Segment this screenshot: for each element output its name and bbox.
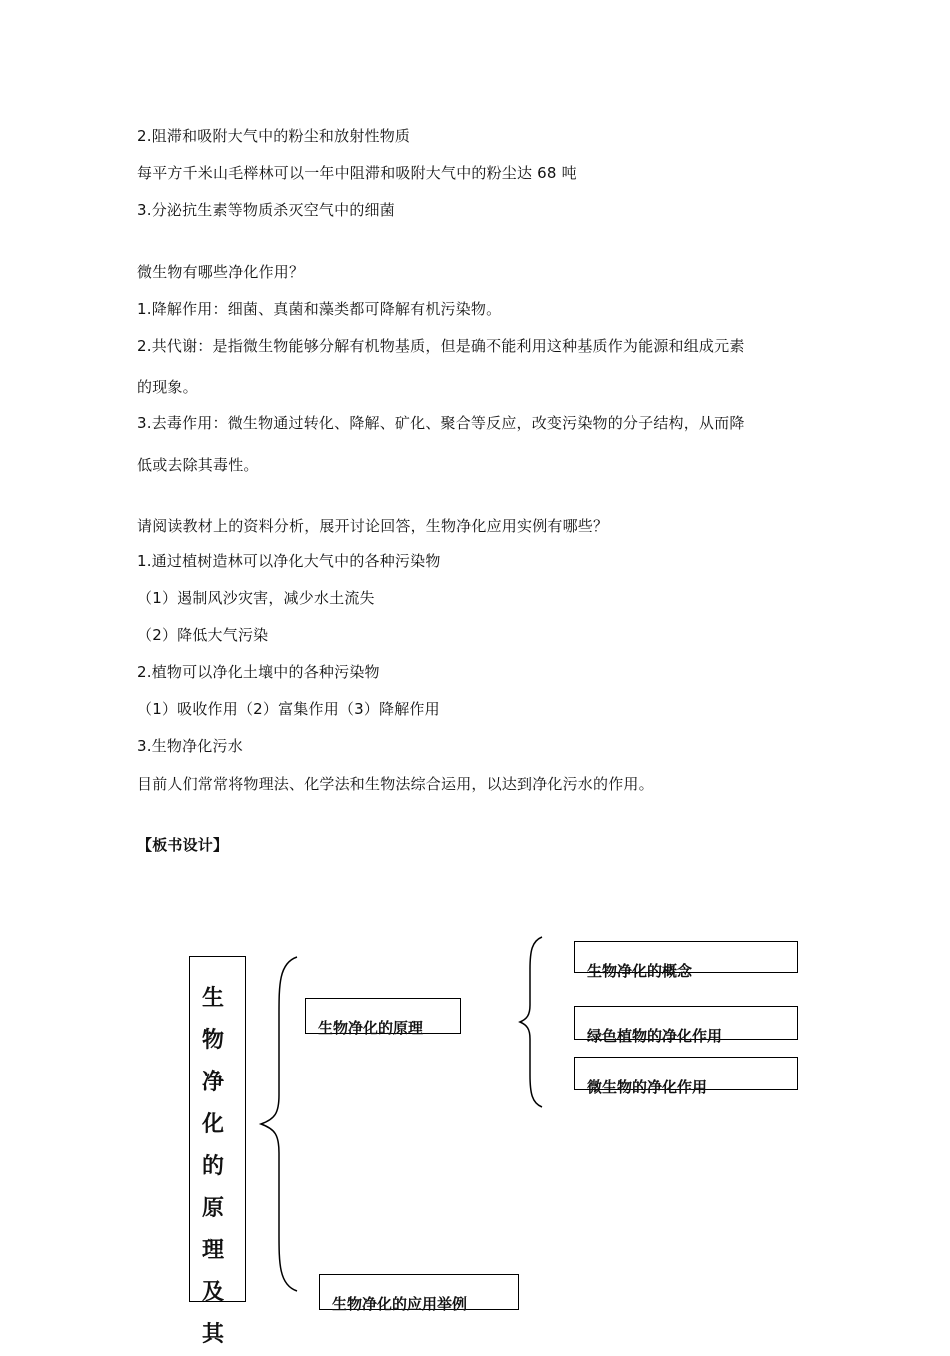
application-label: 生物净化的应用举例 (332, 1295, 468, 1313)
paragraph-line: （1）吸收作用（2）富集作用（3）降解作用 (137, 700, 440, 718)
concept-label: 生物净化的概念 (587, 962, 693, 980)
paragraph-line: 目前人们常常将物理法、化学法和生物法综合运用，以达到净化污水的作用。 (137, 775, 654, 793)
paragraph-line: 2.植物可以净化土壤中的各种污染物 (137, 663, 380, 681)
microbes-label: 微生物的净化作用 (587, 1078, 708, 1096)
paragraph-line: 3.生物净化污水 (137, 737, 243, 755)
paragraph-line: 低或去除其毒性。 (137, 456, 259, 474)
paragraph-line: 1.降解作用：细菌、真菌和藻类都可降解有机污染物。 (137, 300, 502, 318)
left-brace-icon (255, 955, 305, 1293)
paragraph-line: 2.共代谢：是指微生物能够分解有机物基质，但是确不能利用这种基质作为能源和组成元素 (137, 337, 745, 355)
right-brace-icon (516, 935, 548, 1109)
paragraph-line: 3.分泌抗生素等物质杀灭空气中的细菌 (137, 201, 395, 219)
paragraph-line: 请阅读教材上的资料分析，展开讨论回答，生物净化应用实例有哪些？ (137, 517, 609, 535)
paragraph-line: （2）降低大气污染 (137, 626, 269, 644)
green-plants-label: 绿色植物的净化作用 (587, 1027, 723, 1045)
paragraph-line: 每平方千米山毛榉林可以一年中阻滞和吸附大气中的粉尘达 68 吨 (137, 164, 577, 182)
section-heading: 【板书设计】 (137, 836, 229, 854)
diagram-title: 生物净化的原理及其 (201, 986, 224, 1347)
paragraph-line: 1.通过植树造林可以净化大气中的各种污染物 (137, 552, 441, 570)
paragraph-line: 3.去毒作用：微生物通过转化、降解、矿化、聚合等反应，改变污染物的分子结构，从而降 (137, 414, 745, 432)
paragraph-line: 微生物有哪些净化作用？ (137, 263, 305, 281)
paragraph-line: （1）遏制风沙灾害，减少水土流失 (137, 589, 375, 607)
paragraph-line: 的现象。 (137, 378, 198, 396)
paragraph-line: 2.阻滞和吸附大气中的粉尘和放射性物质 (137, 127, 411, 145)
principle-label: 生物净化的原理 (318, 1019, 424, 1037)
